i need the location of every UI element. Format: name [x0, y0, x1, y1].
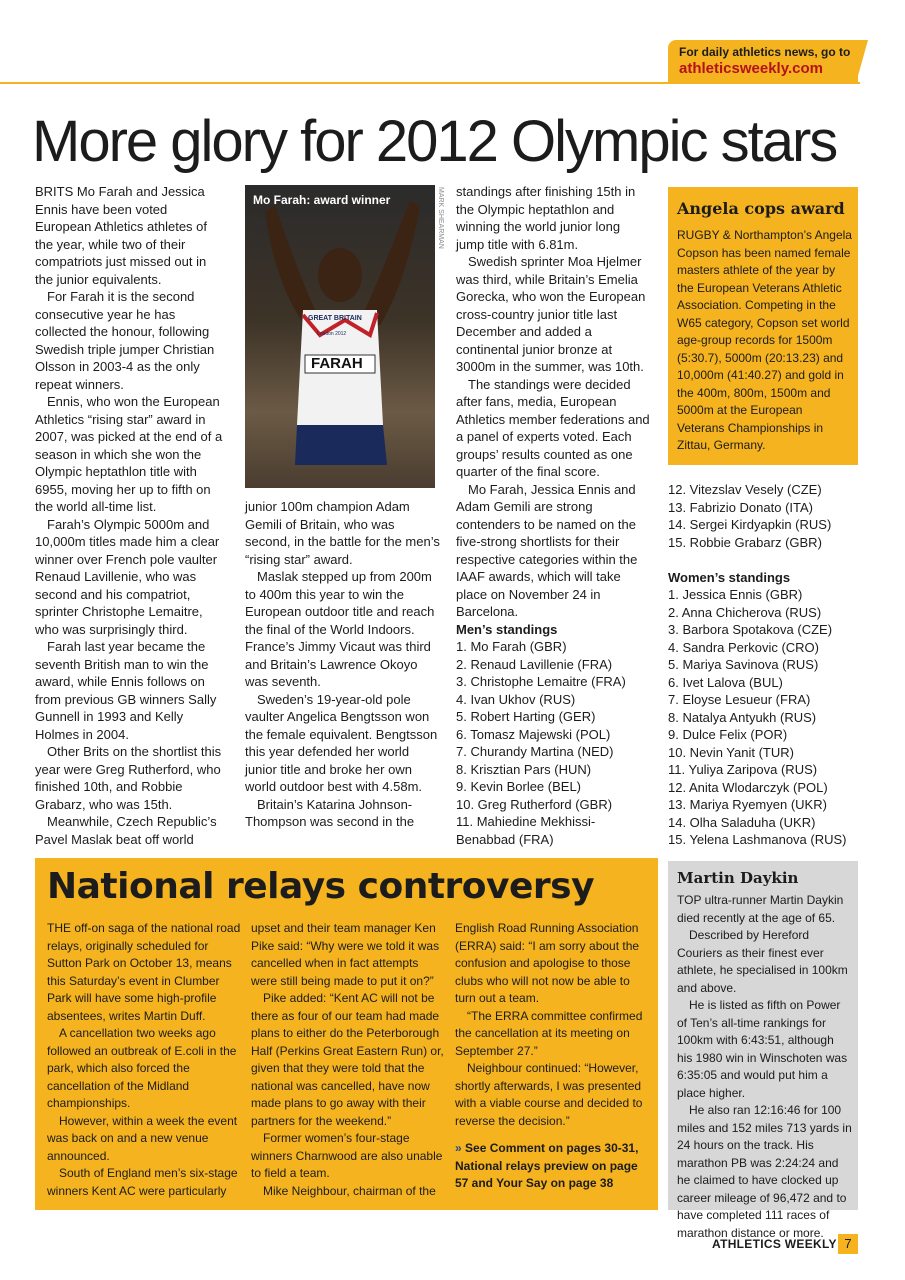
footer-title: ATHLETICS WEEKLY	[712, 1237, 837, 1251]
standings-item: 7. Eloyse Lesueur (FRA)	[668, 692, 811, 707]
relays-column-1	[47, 920, 242, 1200]
article-column-1	[35, 183, 227, 848]
standings-item: 2. Anna Chicherova (RUS)	[668, 604, 822, 620]
standings-item: 5. Mariya Savinova (RUS)	[668, 657, 819, 672]
standings-item: 8. Natalya Antyukh (RUS)	[668, 709, 817, 725]
standings-item: 1. Mo Farah (GBR)	[456, 639, 567, 654]
obituary-box	[668, 861, 858, 1240]
paragraph: Mike Neighbour, chairman of the	[263, 1183, 436, 1198]
vest-event: London 2012	[317, 331, 347, 337]
standings-item: 8. Krisztian Pars (HUN)	[456, 761, 592, 777]
standings-item: 10. Greg Rutherford (GBR)	[456, 796, 613, 812]
standings-item: 4. Sandra Perkovic (CRO)	[668, 639, 819, 655]
womens-standings-list	[668, 586, 863, 849]
paragraph: Other Brits on the shortlist this year were Greg Rutherford, who finished 10th, and Robbie Grabarz, who was 15th.	[35, 744, 222, 812]
relays-headline: National relays controversy	[47, 866, 595, 907]
standings-item: 3. Christophe Lemaitre (FRA)	[456, 674, 626, 689]
paragraph: TOP ultra-runner Martin Daykin died recently at the age of 65.	[677, 893, 844, 925]
paragraph: Britain’s Katarina Johnson-Thompson was second in the	[245, 796, 415, 829]
paragraph: upset and their team manager Ken Pike said: “Why were we told it was cancelled when in fact attempts were still being made to put it on?”	[251, 921, 440, 988]
paragraph: Mo Farah, Jessica Ennis and Adam Gemili are strong contenders to be named on the five-strong shortlists for their respective categories within the IAAF awards, which will take place on November 24 in Barcelona.	[456, 481, 638, 619]
paragraph: The standings were decided after fans, media, European Athletics member federations and a panel of experts voted. Each groups’ results counted as one quarter of the final score.	[456, 376, 650, 479]
paragraph: THE off-on saga of the national road relays, originally scheduled for Sutton Park on October 13, means this Saturday’s event in Clumber Park will have some high-profile absentees, writes Martin Duff.	[47, 921, 241, 1023]
see-also-link[interactable]	[455, 1140, 651, 1193]
paragraph: Neighbour continued: “However, shortly afterwards, I was presented with a viable course and decided to reverse the decision.”	[455, 1061, 643, 1128]
standings-item: 2. Renaud Lavillenie (FRA)	[456, 656, 613, 672]
promo-corner	[856, 40, 868, 83]
bib-name: FARAH	[311, 355, 363, 372]
sidebar-body: RUGBY & Northampton’s Angela Copson has been named female masters athlete of the year by the European Veterans Athletic Association. Competing in the W65 category, Copson set world age-group records for 1500m (5:30.7), 5000m (20:13.23) and 10,000m (41:40.27) and gold in the 400m, 800m, 1500m and 5000m at the European Veterans Championships in Zittau, Germany.	[677, 228, 852, 452]
obituary-title: Martin Daykin	[677, 869, 799, 887]
paragraph: Farah last year became the seventh British man to win the award, while Ennis follows on from previous GB winners Sally Gunnell in 1993 and Kelly Holmes in 2004.	[35, 639, 217, 742]
promo-url-link[interactable]: athleticsweekly.com	[679, 60, 823, 77]
paragraph: However, within a week the event was back on and a new venue announced.	[47, 1113, 238, 1163]
standings-item: 11. Mahiedine Mekhissi-Benabbad (FRA)	[456, 814, 596, 847]
standings-item: 10. Nevin Yanit (TUR)	[668, 744, 794, 760]
paragraph: Swedish sprinter Moa Hjelmer was third, while Britain’s Emelia Gorecka, who won the European cross-country junior title last December and added a continental junior bronze at 3000m in the summer, was 10th.	[456, 254, 646, 374]
paragraph: “The ERRA committee confirmed the cancellation at its meeting on September 27.”	[455, 1008, 643, 1058]
paragraph: Described by Hereford Couriers as their finest ever athlete, he specialised in 100km and above.	[677, 928, 848, 995]
paragraph: standings after finishing 15th in the Olympic heptathlon and winning the world junior long jump title with 6.81m.	[456, 184, 636, 252]
paragraph: He is listed as fifth on Power of Ten’s all-time rankings for 100km with 6:43:51, although his 1980 win in Winschoten was 6:35:05 and would put him a place higher.	[677, 998, 848, 1100]
paragraph: BRITS Mo Farah and Jessica Ennis have been voted European Athletics athletes of the year, while two of their compatriots just missed out in the junior equivalents.	[35, 184, 208, 287]
standings-item: 1. Jessica Ennis (GBR)	[668, 587, 803, 602]
paragraph: Ennis, who won the European Athletics “rising star” award in 2007, was picked at the end of a season in which she won the Olympic heptathlon title with 6955, moving her up to fifth on the world all-time list.	[35, 394, 223, 514]
standings-item: 13. Mariya Ryemyen (UKR)	[668, 797, 827, 812]
standings-item: 14. Sergei Kirdyapkin (RUS)	[668, 517, 832, 532]
obituary-body	[677, 892, 852, 1242]
paragraph: A cancellation two weeks ago followed an outbreak of E.coli in the park, which also forced the cancellation of the Midland championships.	[47, 1026, 237, 1110]
paragraph: English Road Running Association (ERRA) said: “I am sorry about the confusion and apologise to those clubs who will not now be able to turn out a team.	[455, 921, 640, 1005]
standings-item: 14. Olha Saladuha (UKR)	[668, 814, 816, 830]
paragraph: Meanwhile, Czech Republic’s Pavel Maslak beat off world	[35, 814, 217, 847]
standings-item: 4. Ivan Ukhov (RUS)	[456, 691, 576, 707]
double-chevron-icon: »	[455, 1141, 462, 1155]
relays-box	[35, 858, 658, 1210]
paragraph: Pike added: “Kent AC will not be there as four of our team had made plans to either do the Peterborough Half (Perkins Great Eastern Run) or, given that they were told that the national was cancelled, have now made plans to go away with their partners for the weekend.”	[251, 991, 444, 1128]
page-number: 7	[838, 1234, 858, 1254]
vest-brand: GREAT BRITAIN	[308, 315, 362, 322]
article-column-2	[245, 498, 440, 831]
standings-item: 13. Fabrizio Donato (ITA)	[668, 499, 813, 515]
mens-standings-heading: Men’s standings	[456, 621, 558, 637]
paragraph: He also ran 12:16:46 for 100 miles and 152 miles 713 yards in 24 hours on the track. His marathon PB was 2:24:24 and he claimed to have clocked up career mileage of 96,472 and to have completed 111 races of marathon distance or more.	[677, 1103, 852, 1240]
photo-credit: MARK SHEARMAN	[437, 187, 444, 249]
angela-sidebar	[668, 187, 858, 465]
paragraph: Sweden’s 19-year-old pole vaulter Angelica Bengtsson won the female equivalent. Bengtsson this year defended her world junior title and broke her own world outdoor best with 4.58m.	[245, 691, 438, 794]
relays-column-2	[251, 920, 447, 1200]
standings-item: 6. Ivet Lalova (BUL)	[668, 674, 783, 690]
standings-item: 5. Robert Harting (GER)	[456, 709, 596, 724]
farah-photo	[245, 185, 435, 488]
relays-column-3	[455, 920, 651, 1193]
photo-caption: Mo Farah: award winner	[253, 193, 391, 207]
standings-item: 3. Barbora Spotakova (CZE)	[668, 622, 833, 637]
standings-item: 12. Anita Wlodarczyk (POL)	[668, 779, 828, 795]
see-also-text: See Comment on pages 30-31, National relays preview on page 57 and Your Say on page 38	[455, 1141, 639, 1190]
promo-text: For daily athletics news, go to	[679, 45, 851, 59]
sidebar-title: Angela cops award	[677, 199, 845, 218]
article-column-3	[456, 183, 651, 848]
womens-standings-heading: Women’s standings	[668, 569, 791, 585]
standings-item: 9. Dulce Felix (POR)	[668, 727, 788, 742]
mens-standings-continued	[668, 481, 863, 551]
paragraph: For Farah it is the second consecutive year he has collected the honour, following Swedish triple jumper Christian Olsson in 2003-4 as the only repeat winners.	[35, 289, 215, 392]
standings-item: 15. Robbie Grabarz (GBR)	[668, 534, 822, 550]
page-headline: More glory for 2012 Olympic stars	[32, 109, 837, 174]
standings-item: 12. Vitezslav Vesely (CZE)	[668, 482, 822, 497]
paragraph: Maslak stepped up from 200m to 400m this year to win the European outdoor title and reach the final of the World Indoors. France’s Jimmy Vicaut was third and Britain’s Lawrence Okoyo was seventh.	[245, 569, 435, 689]
mens-standings-list	[456, 638, 651, 848]
paragraph: South of England men’s six-stage winners Kent AC were particularly	[47, 1166, 238, 1198]
paragraph: junior 100m champion Adam Gemili of Britain, who was second, in the battle for the men’s “rising star” award.	[245, 499, 440, 567]
standings-column	[668, 481, 863, 849]
standings-item: 6. Tomasz Majewski (POL)	[456, 726, 611, 742]
standings-item: 9. Kevin Borlee (BEL)	[456, 779, 582, 794]
standings-item: 7. Churandy Martina (NED)	[456, 744, 614, 759]
standings-item: 11. Yuliya Zaripova (RUS)	[668, 762, 818, 777]
paragraph: Former women’s four-stage winners Charnwood are also unable to field a team.	[251, 1131, 443, 1180]
standings-item: 15. Yelena Lashmanova (RUS)	[668, 832, 847, 847]
paragraph: Farah’s Olympic 5000m and 10,000m titles made him a clear winner over French pole vaulter Renaud Lavillenie, who was second and his compatriot, sprinter Christophe Lemaitre, who was surprisingly third.	[35, 516, 220, 637]
